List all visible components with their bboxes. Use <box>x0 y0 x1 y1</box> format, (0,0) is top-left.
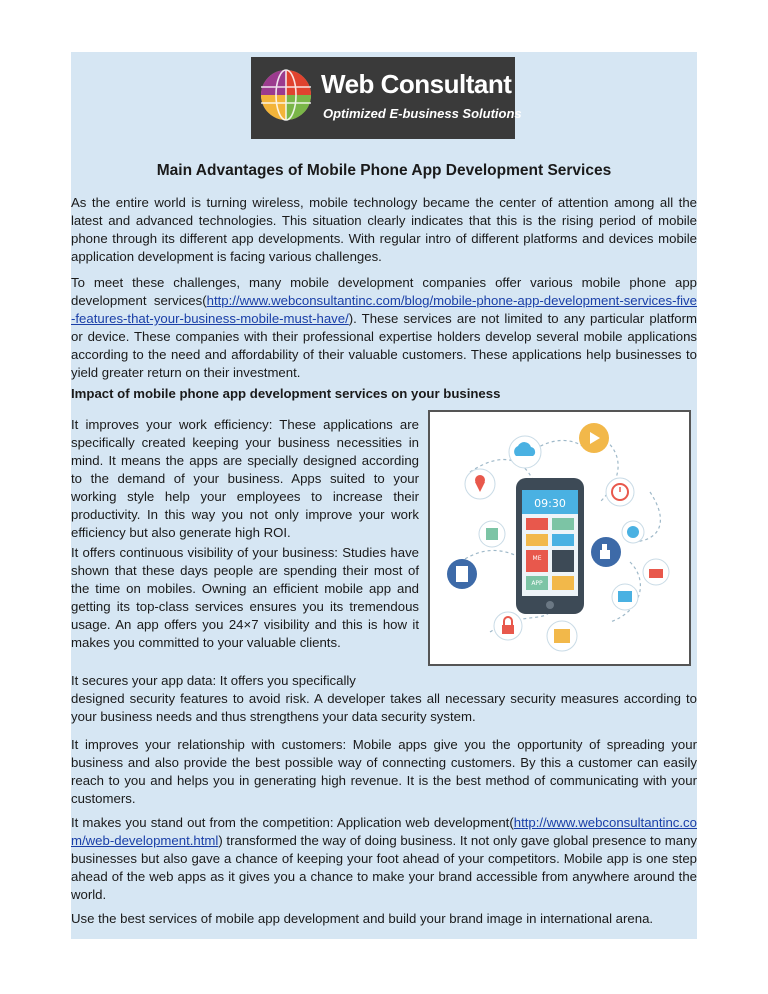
phone-tile-label-app: APP <box>531 580 543 587</box>
document-page <box>71 52 697 939</box>
notes-icon <box>479 521 505 547</box>
services-text-before: To meet these challenges, many mobile development companies offer various mobile phone app development services( <box>71 275 697 308</box>
video-icon <box>579 423 609 453</box>
cloud-icon <box>509 436 541 468</box>
calculator-icon <box>447 559 477 589</box>
web-development-link[interactable]: http://www.webconsultantinc.com/web-development.html <box>71 815 697 848</box>
image-icon <box>612 584 638 610</box>
security-paragraph-rest: designed security features to avoid risk. A developer takes all necessary security measures according to your business needs and thus strengthens your data security system. <box>71 691 697 724</box>
standout-text-before: It makes you stand out from the competition: Application web development( <box>71 815 514 830</box>
services-link[interactable]: http://www.webconsultantinc.com/blog/mobile-phone-app-development-services-five-features-that-your-business-mobile-must-have/ <box>71 293 697 326</box>
standout-paragraph <box>71 814 697 904</box>
efficiency-paragraph: It improves your work efficiency: These applications are specifically created keeping your business necessities in mind. It means the apps are specially designed according to the demand of your business. Apps suited to your working style help your employees to increase their productivity. In this way you not only improve your work efficiency but also generate high ROI. <box>71 417 419 540</box>
standout-text-after: ) transformed the way of doing business. It not only gave global presence to many businesses but also gave a chance of keeping your foot ahead of your competitors. Mobile app is one step ahead of the web apps as it gives you a chance to make your brand accessible from anywhere around the world. <box>71 833 697 902</box>
closing-paragraph: Use the best services of mobile app development and build your brand image in international arena. <box>71 911 654 926</box>
security-paragraph-start: It secures your app data: It offers you specifically <box>71 673 356 688</box>
company-logo <box>251 57 522 139</box>
globe-app-icon <box>622 521 644 543</box>
intro-paragraph: As the entire world is turning wireless, mobile technology became the center of attention among all the latest and advanced technologies. This situation clearly indicates that this is the rising period of mobile phone through its different app developments. With regular intro of different platforms and devices mobile application development is facing various challenges. <box>71 195 697 264</box>
store-icon <box>643 559 669 585</box>
mobile-apps-illustration <box>428 410 691 666</box>
services-paragraph <box>71 274 697 382</box>
phone-clock: 09:30 <box>534 497 566 510</box>
logo-tagline: Optimized E-business Solutions <box>323 106 522 121</box>
globe-icon <box>257 65 315 129</box>
location-pin-icon <box>465 469 495 499</box>
logo-brand-text: Web Consultant <box>321 69 512 99</box>
like-icon <box>591 537 621 567</box>
clock-icon <box>606 478 634 506</box>
map-icon <box>547 621 577 651</box>
lock-icon <box>494 612 522 640</box>
page-title: Main Advantages of Mobile Phone App Development Services <box>156 162 612 179</box>
phone-apps-graphic <box>430 412 689 664</box>
visibility-paragraph: It offers continuous visibility of your business: Studies have shown that these days people are spending their most of the time on mobiles. Owning an efficient mobile app and getting its top-class services ensures you its tremendous usage. An app offers you 24×7 visibility and this is how it makes you committed to your valuable clients. <box>71 545 419 650</box>
services-text-after: ). These services are not limited to any particular platform or device. These companies with their professional expertise holders develop several mobile applications according to the need and affordability of their valuable customers. These applications help businesses to yield greater return on their investment. <box>71 311 697 380</box>
relationship-paragraph: It improves your relationship with customers: Mobile apps give you the opportunity of spreading your business and also provide the best possible way of connecting customers. By this a customer can easily reach to you and helps you in generating high revenue. It is the best method of communicating with your customers. <box>71 737 697 806</box>
phone-tile-label-me: ME <box>532 555 542 562</box>
section-heading: Impact of mobile phone app development services on your business <box>71 386 501 401</box>
